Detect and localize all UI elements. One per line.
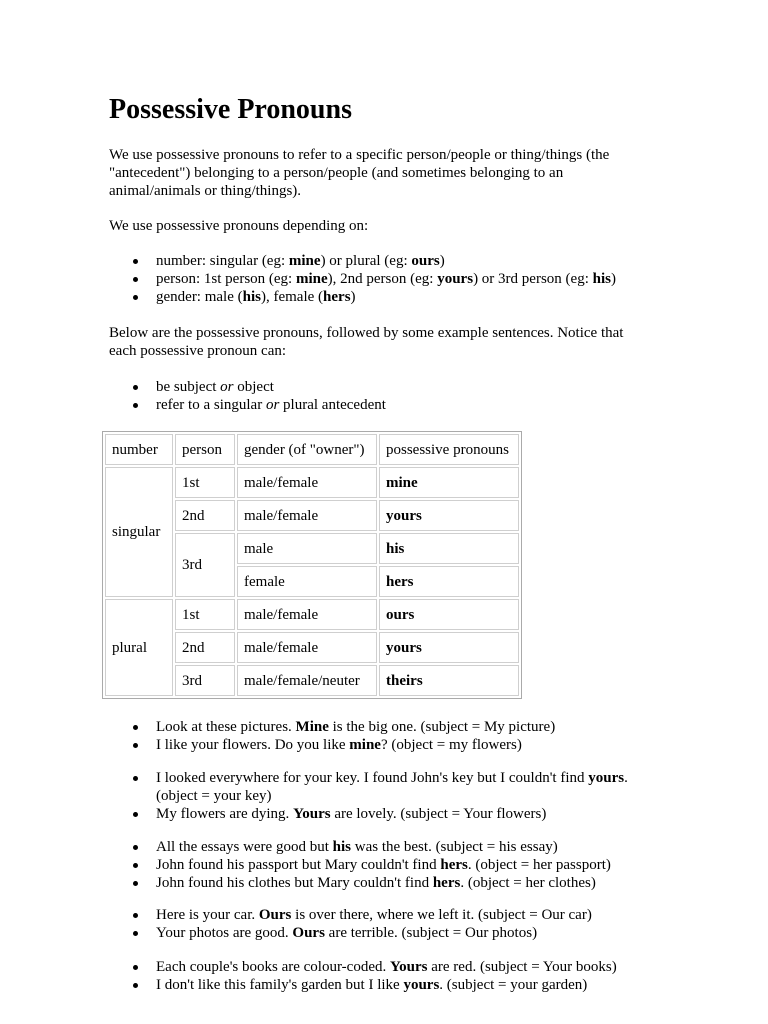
number-singular: singular: [105, 467, 173, 597]
pronoun-cell: mine: [379, 467, 519, 498]
depending-intro: We use possessive pronouns depending on:: [109, 218, 369, 234]
list-item: Here is your car. Ours is over there, where we left it. (subject = Our car): [109, 906, 669, 924]
examples-yours: [109, 769, 669, 823]
list-item: John found his clothes but Mary couldn't find hers. (object = her clothes): [109, 874, 669, 892]
list-item: number: singular (eg: mine) or plural (eg: ours): [109, 252, 669, 270]
gender-cell: male/female: [237, 500, 377, 531]
list-item: Your photos are good. Ours are terrible. (subject = Our photos): [109, 924, 669, 942]
intro-paragraph: We use possessive pronouns to refer to a specific person/people or thing/things (the "antecedent") belonging to a person/people (and sometimes belonging to an animal/animals or thing/things).: [109, 147, 610, 199]
list-item: refer to a singular or plural antecedent: [109, 396, 669, 414]
table-row: [105, 467, 519, 498]
gender-cell: male/female/neuter: [237, 665, 377, 696]
pronoun-cell: ours: [379, 599, 519, 630]
examples-yours-2: [109, 958, 669, 994]
gender-cell: female: [237, 566, 377, 597]
list-item: All the essays were good but his was the best. (subject = his essay): [109, 838, 669, 856]
pronoun-cell: theirs: [379, 665, 519, 696]
person-cell: 2nd: [175, 500, 235, 531]
person-cell: 1st: [175, 467, 235, 498]
table-row: [105, 599, 519, 630]
header-pronouns: possessive pronouns: [379, 434, 519, 465]
gender-cell: male/female: [237, 467, 377, 498]
list-item: Each couple's books are colour-coded. Yours are red. (subject = Your books): [109, 958, 669, 976]
person-cell: 3rd: [175, 665, 235, 696]
table-header-row: [105, 434, 519, 465]
page-title: Possessive Pronouns: [109, 94, 352, 125]
gender-cell: male/female: [237, 632, 377, 663]
list-item: gender: male (his), female (hers): [109, 288, 669, 306]
header-person: person: [175, 434, 235, 465]
below-intro: Below are the possessive pronouns, followed by some example sentences. Notice that each possessive pronoun can:: [109, 325, 624, 359]
gender-cell: male: [237, 533, 377, 564]
examples-mine: [109, 718, 669, 754]
pronoun-cell: yours: [379, 500, 519, 531]
pronoun-table: [102, 431, 522, 699]
list-item: I like your flowers. Do you like mine? (object = my flowers): [109, 736, 669, 754]
gender-cell: male/female: [237, 599, 377, 630]
list-item: Look at these pictures. Mine is the big one. (subject = My picture): [109, 718, 669, 736]
list-item: John found his passport but Mary couldn't find hers. (object = her passport): [109, 856, 669, 874]
depending-list: [109, 252, 669, 306]
number-plural: plural: [105, 599, 173, 696]
list-item: be subject or object: [109, 378, 669, 396]
examples-ours: [109, 906, 669, 942]
list-item: I looked everywhere for your key. I found John's key but I couldn't find yours. (object = your key): [109, 769, 669, 805]
list-item: My flowers are dying. Yours are lovely. (subject = Your flowers): [109, 805, 669, 823]
list-item: person: 1st person (eg: mine), 2nd person (eg: yours) or 3rd person (eg: his): [109, 270, 669, 288]
examples-his-hers: [109, 838, 669, 892]
header-gender: gender (of "owner"): [237, 434, 377, 465]
pronoun-cell: hers: [379, 566, 519, 597]
person-cell: 2nd: [175, 632, 235, 663]
person-cell: 1st: [175, 599, 235, 630]
pronoun-cell: yours: [379, 632, 519, 663]
header-number: number: [105, 434, 173, 465]
can-list: [109, 378, 669, 414]
person-cell: 3rd: [175, 533, 235, 597]
list-item: I don't like this family's garden but I like yours. (subject = your garden): [109, 976, 669, 994]
pronoun-cell: his: [379, 533, 519, 564]
